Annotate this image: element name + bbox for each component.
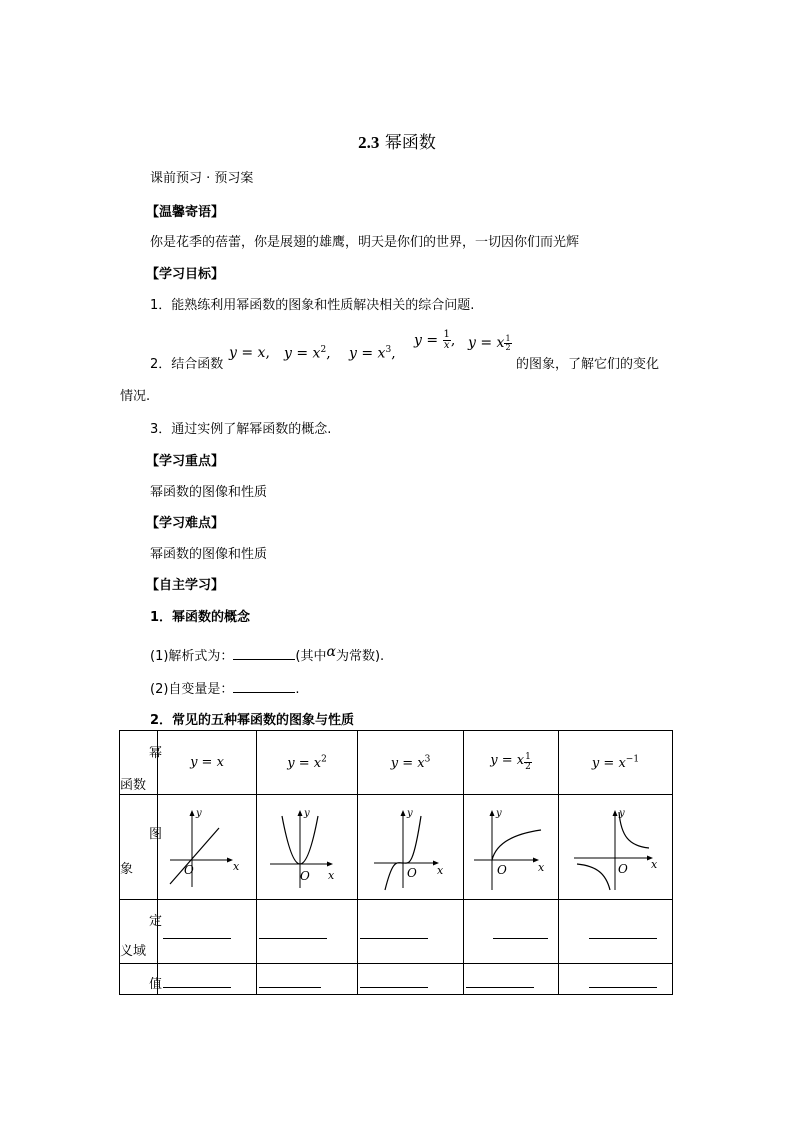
goal-2-suffix: 的图象，了解它们的变化 — [516, 357, 660, 372]
subtitle: 课前预习 · 预习案 — [150, 171, 254, 186]
formula-y-1-over-x: y = $\frac{1}{x}$ , — [414, 329, 456, 351]
origin-label: O — [406, 866, 417, 880]
formula-y-x2: $y = x^2$, — [284, 345, 331, 362]
domain-cell-1[interactable] — [158, 900, 257, 964]
func-y-x: y = x — [158, 731, 257, 795]
blank-variable[interactable] — [233, 680, 295, 693]
range-cell-1[interactable] — [158, 964, 257, 995]
row-label-domain: 定 义域 — [120, 900, 158, 964]
axis-label-y: y — [618, 808, 625, 819]
table-row-function — [120, 731, 673, 795]
axis-label-x: x — [328, 869, 335, 882]
func-y-x2: $y = x^2$ — [257, 731, 358, 795]
range-cell-4[interactable] — [464, 964, 559, 995]
graph-cell-cube — [358, 795, 464, 900]
graph-cell-inverse — [559, 795, 673, 900]
key-heading: 【学习重点】 — [146, 454, 225, 469]
row-label-range: 值 — [120, 964, 158, 995]
axis-label-x: x — [436, 864, 443, 877]
table-heading: 2．常见的五种幂函数的图象与性质 — [150, 713, 355, 728]
difficult-text: 幂函数的图像和性质 — [150, 547, 268, 562]
goals-heading: 【学习目标】 — [146, 267, 225, 282]
goal-2-wrap: 情况. — [120, 389, 151, 404]
graph-cell-square — [257, 795, 358, 900]
self-heading: 【自主学习】 — [146, 578, 225, 593]
concept-item-1: (1)解析式为： (其中α为常数). — [150, 644, 385, 664]
origin-label: O — [497, 863, 507, 877]
graph-square — [267, 802, 347, 892]
range-cell-5[interactable] — [559, 964, 673, 995]
func-y-x3: $y = x^3$ — [358, 731, 464, 795]
concept-heading: 1．幂函数的概念 — [150, 610, 251, 625]
blank-formula[interactable] — [233, 647, 295, 660]
domain-cell-4[interactable] — [464, 900, 559, 964]
row-label-graph: 图 象 — [120, 795, 158, 900]
origin-label: O — [617, 862, 628, 876]
axis-label-y: y — [406, 808, 413, 819]
axis-label-y: y — [304, 808, 310, 819]
graph-sqrt — [471, 802, 551, 892]
warm-heading: 【温馨寄语】 — [146, 205, 225, 220]
axis-label-x: x — [233, 860, 240, 873]
key-text: 幂函数的图像和性质 — [150, 485, 268, 500]
warm-text: 你是花季的蓓蕾，你是展翅的雄鹰，明天是你们的世界，一切因你们而光辉 — [150, 235, 580, 250]
func-y-inv-x: $y = x^{-1}$ — [559, 731, 673, 795]
goal-2-prefix: 2．结合函数 — [150, 357, 224, 372]
graph-linear — [167, 802, 247, 892]
formula-y-sqrt-x: y = x $\frac{1}{2}$ — [468, 334, 511, 352]
axis-label-x: x — [538, 861, 545, 874]
row-label-function: 幂 函数 — [120, 731, 158, 795]
table-row-graph — [120, 795, 673, 900]
origin-label: O — [184, 863, 194, 877]
power-function-table — [119, 730, 673, 995]
goal-1: 1．能熟练利用幂函数的图象和性质解决相关的综合问题. — [150, 298, 475, 313]
func-y-sqrt-x: y = x $\frac{1}{2}$ — [464, 731, 559, 795]
graph-cell-linear — [158, 795, 257, 900]
formula-y-x: y = x, — [229, 345, 270, 361]
range-cell-2[interactable] — [257, 964, 358, 995]
graph-cube — [371, 802, 451, 892]
domain-cell-3[interactable] — [358, 900, 464, 964]
axis-label-y: y — [496, 808, 502, 819]
goal-3: 3．通过实例了解幂函数的概念. — [150, 422, 332, 437]
difficult-heading: 【学习难点】 — [146, 516, 225, 531]
title-text: 幂函数 — [384, 133, 436, 153]
graph-cell-sqrt — [464, 795, 559, 900]
range-cell-3[interactable] — [358, 964, 464, 995]
formula-y-x3: $y = x^3$, — [349, 345, 396, 362]
graph-inverse — [573, 802, 659, 892]
domain-cell-2[interactable] — [257, 900, 358, 964]
table-row-domain — [120, 900, 673, 964]
domain-cell-5[interactable] — [559, 900, 673, 964]
axis-label-x: x — [650, 858, 657, 871]
origin-label: O — [300, 869, 310, 883]
page-title — [0, 128, 794, 153]
concept-item-2: (2)自变量是： . — [150, 682, 300, 697]
title-number: 2.3 — [358, 133, 380, 152]
table-row-range — [120, 964, 673, 995]
axis-label-y: y — [196, 808, 202, 819]
